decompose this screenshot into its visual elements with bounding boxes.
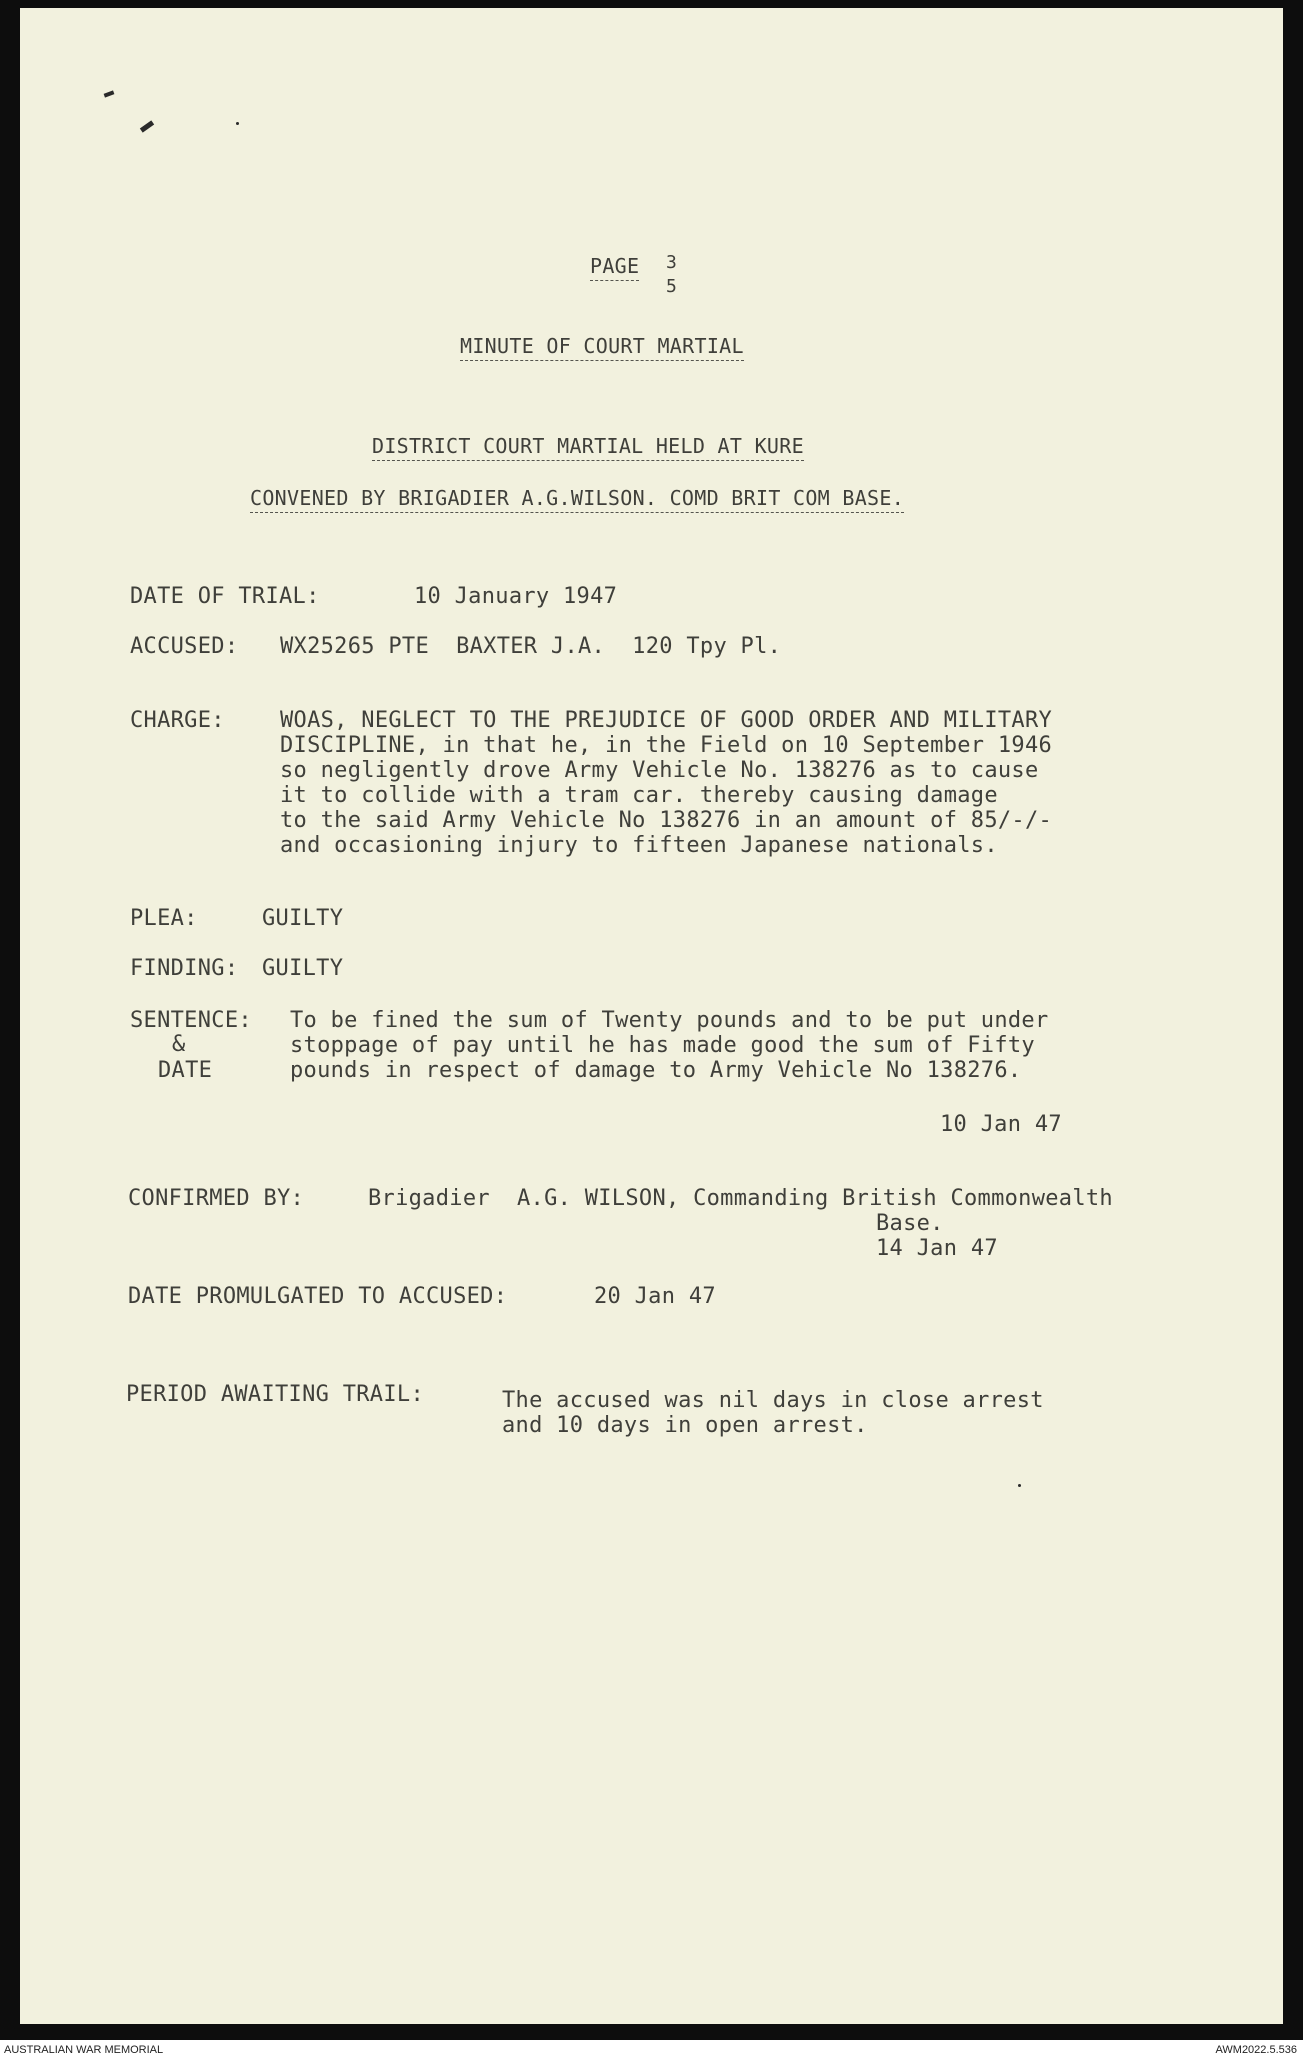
charge-line: DISCIPLINE, in that he, in the Field on 10 September 1946 — [280, 733, 1053, 758]
footer-credit: AUSTRALIAN WAR MEMORIAL — [4, 2044, 164, 2056]
ink-speck — [1018, 1484, 1021, 1487]
page-total: 5 — [666, 276, 678, 297]
ink-speck — [236, 122, 239, 125]
confirmed-value: Brigadier A.G. WILSON, Commanding British Commonwealth — [368, 1186, 1113, 1211]
sentence-line: pounds in respect of damage to Army Vehicle No 138276. — [290, 1058, 1022, 1083]
charge-line: so negligently drove Army Vehicle No. 138276 as to cause — [280, 758, 1039, 783]
sentence-line: To be fined the sum of Twenty pounds and to be put under — [290, 1008, 1049, 1033]
sentence-label: SENTENCE: — [130, 1008, 252, 1033]
awaiting-line: The accused was nil days in close arrest — [502, 1388, 1044, 1413]
charge-label: CHARGE: — [130, 708, 225, 733]
accused-label: ACCUSED: — [130, 634, 239, 659]
convened-by: CONVENED BY BRIGADIER A.G.WILSON. COMD BRIT COM BASE. — [250, 486, 904, 513]
confirmed-label: CONFIRMED BY: — [128, 1186, 305, 1211]
finding-value: GUILTY — [262, 956, 344, 981]
date-of-trial-label: DATE OF TRIAL: — [130, 584, 320, 609]
sentence-line: stoppage of pay until he has made good the sum of Fifty — [290, 1033, 1035, 1058]
awaiting-label: PERIOD AWAITING TRAIL: — [126, 1382, 424, 1407]
charge-line: and occasioning injury to fifteen Japanese nationals. — [280, 833, 998, 858]
page-number: 3 — [666, 252, 678, 273]
footer-accession-number: AWM2022.5.536 — [1215, 2044, 1297, 2056]
charge-line: WOAS, NEGLECT TO THE PREJUDICE OF GOOD ORDER AND MILITARY — [280, 708, 1053, 733]
awaiting-line: and 10 days in open arrest. — [502, 1413, 868, 1438]
plea-value: GUILTY — [262, 906, 344, 931]
charge-line: to the said Army Vehicle No 138276 in an amount of 85/-/- — [280, 808, 1053, 833]
accused-value: WX25265 PTE BAXTER J.A. 120 Tpy Pl. — [280, 634, 782, 659]
document-title: MINUTE OF COURT MARTIAL — [460, 334, 744, 361]
charge-line: it to collide with a tram car. thereby causing damage — [280, 783, 998, 808]
promulgated-label: DATE PROMULGATED TO ACCUSED: — [128, 1284, 508, 1309]
promulgated-value: 20 Jan 47 — [594, 1284, 716, 1309]
sentence-date-label: DATE — [158, 1058, 213, 1083]
finding-label: FINDING: — [130, 956, 239, 981]
court-location: DISTRICT COURT MARTIAL HELD AT KURE — [372, 434, 804, 461]
confirmed-date: 14 Jan 47 — [876, 1236, 998, 1261]
plea-label: PLEA: — [130, 906, 198, 931]
footer-bar — [0, 2040, 1303, 2061]
sentence-date: 10 Jan 47 — [940, 1112, 1062, 1137]
date-of-trial-value: 10 January 1947 — [414, 584, 618, 609]
confirmed-line2: Base. — [876, 1211, 944, 1236]
sentence-ampersand: & — [172, 1032, 186, 1057]
page-label: PAGE — [590, 254, 639, 281]
